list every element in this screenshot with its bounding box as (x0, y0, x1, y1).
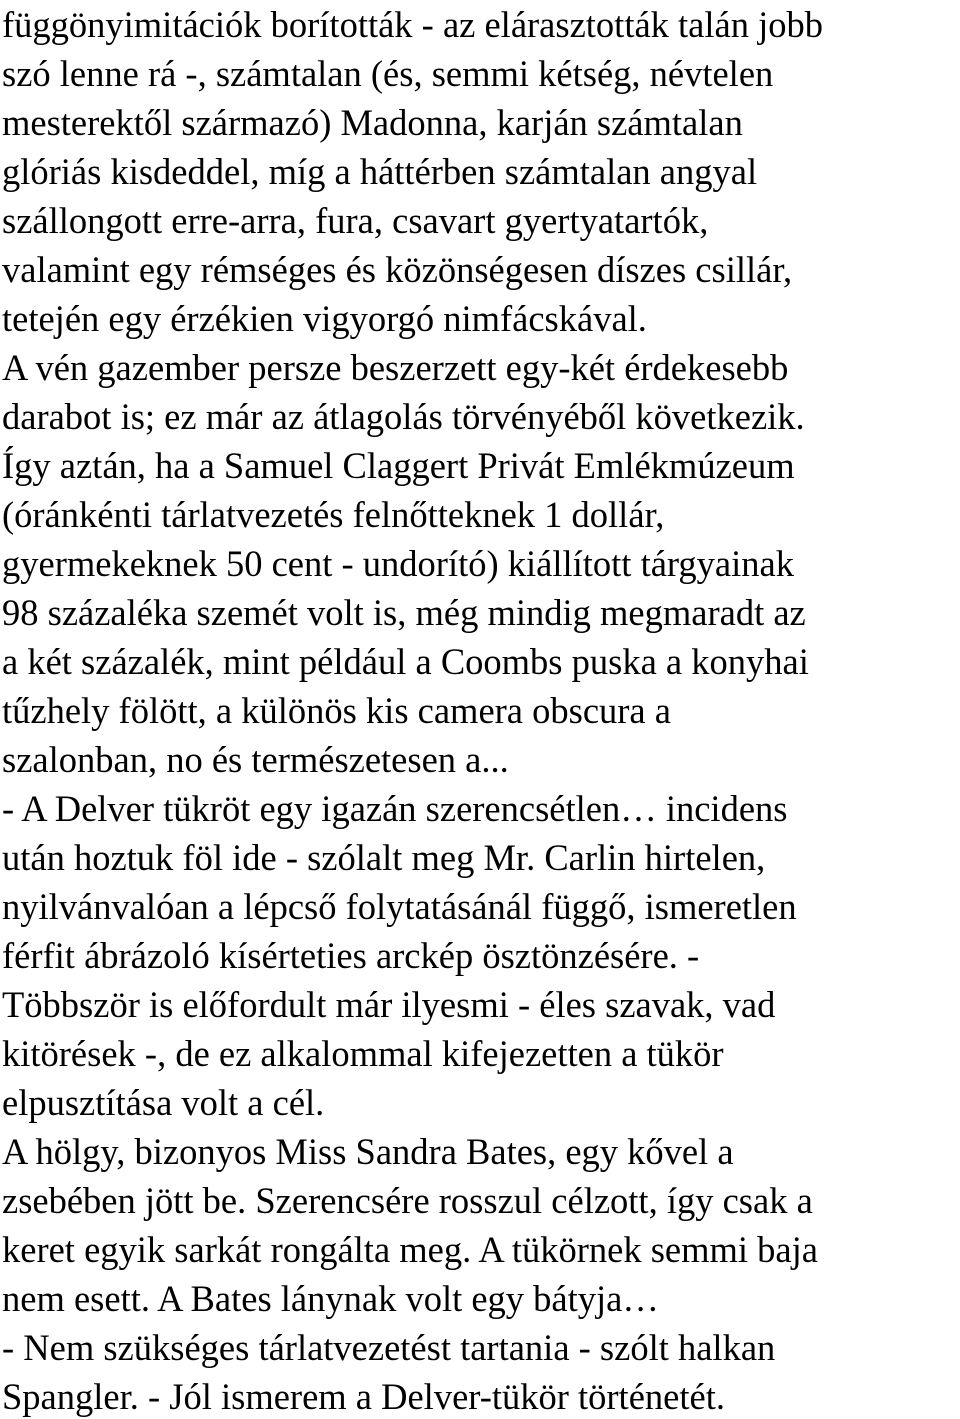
text-line: tűzhely fölött, a különös kis camera obscura a (2, 690, 671, 731)
text-line: A hölgy, bizonyos Miss Sandra Bates, egy kővel a (2, 1131, 734, 1172)
text-line: tetején egy érzékien vigyorgó nimfácskával. (2, 298, 647, 339)
body-text (2, 0, 960, 1419)
text-line: nyilvánvalóan a lépcső folytatásánál függő, ismeretlen (2, 886, 797, 927)
text-line: (óránkénti tárlatvezetés felnőtteknek 1 dollár, (2, 494, 665, 535)
text-line: Többször is előfordult már ilyesmi - éles szavak, vad (2, 984, 776, 1025)
text-line: elpusztítása volt a cél. (2, 1082, 325, 1123)
text-line: 98 százaléka szemét volt is, még mindig megmaradt az (2, 592, 806, 633)
text-line: zsebében jött be. Szerencsére rosszul célzott, így csak a (2, 1180, 813, 1221)
text-line: - Nem szükséges tárlatvezetést tartania - szólt halkan (2, 1327, 776, 1368)
text-line: A vén gazember persze beszerzett egy-két érdekesebb (2, 347, 789, 388)
text-line: függönyimitációk borították - az elárasztották talán jobb (2, 4, 823, 45)
text-line: darabot is; ez már az átlagolás törvényéből következik. (2, 396, 805, 437)
text-line: Így aztán, ha a Samuel Claggert Privát Emlékmúzeum (2, 445, 795, 486)
text-line: kitörések -, de ez alkalommal kifejezetten a tükör (2, 1033, 724, 1074)
text-line: - A Delver tükröt egy igazán szerencsétlen… incidens (2, 788, 788, 829)
text-line: valamint egy rémséges és közönségesen díszes csillár, (2, 249, 793, 290)
text-line: férfit ábrázoló kísérteties arckép ösztönzésére. - (2, 935, 700, 976)
text-line: a két százalék, mint például a Coombs puska a konyhai (2, 641, 809, 682)
text-line: keret egyik sarkát rongálta meg. A tükörnek semmi baja (2, 1229, 818, 1270)
text-line: mesterektől származó) Madonna, karján számtalan (2, 102, 743, 143)
text-line: gyermekeknek 50 cent - undorító) kiállított tárgyainak (2, 543, 794, 584)
text-line: szalonban, no és természetesen a... (2, 739, 509, 780)
text-line: után hoztuk föl ide - szólalt meg Mr. Carlin hirtelen, (2, 837, 766, 878)
text-line: glóriás kisdeddel, míg a háttérben számtalan angyal (2, 151, 758, 192)
text-line: szó lenne rá -, számtalan (és, semmi kétség, névtelen (2, 53, 774, 94)
text-line: Spangler. - Jól ismerem a Delver-tükör történetét. (2, 1376, 725, 1417)
text-line: szállongott erre-arra, fura, csavart gyertyatartók, (2, 200, 709, 241)
text-line: nem esett. A Bates lánynak volt egy bátyja… (2, 1278, 659, 1319)
